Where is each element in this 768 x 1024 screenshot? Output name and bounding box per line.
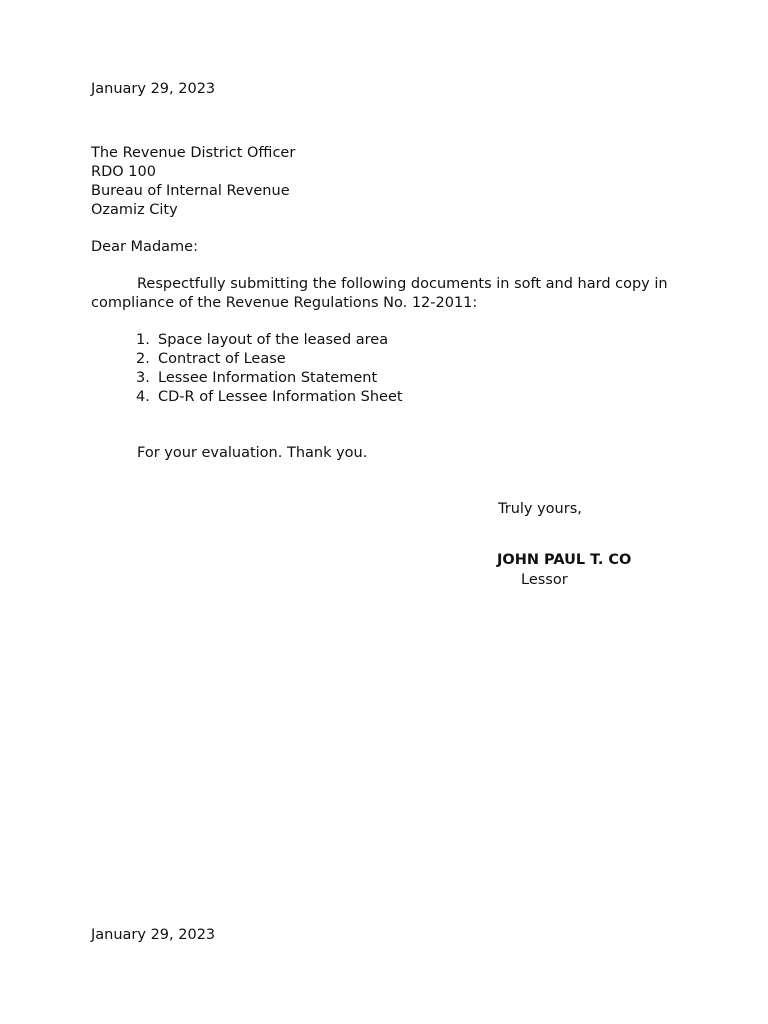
signatory-title: Lessor (521, 572, 568, 588)
recipient-line-4: Ozamiz City (91, 202, 178, 218)
recipient-line-2: RDO 100 (91, 164, 156, 180)
letter-date-bottom: January 29, 2023 (91, 927, 216, 943)
salutation: Dear Madame: (91, 239, 198, 255)
complimentary-close: Truly yours, (498, 501, 582, 517)
list-item-number: 1. (136, 332, 150, 348)
list-item-text: CD-R of Lessee Information Sheet (158, 389, 403, 405)
body-line-1: Respectfully submitting the following documents in soft and hard copy in (137, 276, 668, 292)
list-item-number: 3. (136, 370, 150, 386)
list-item-text: Lessee Information Statement (158, 370, 378, 386)
list-item-text: Space layout of the leased area (158, 332, 389, 348)
list-item-number: 2. (136, 351, 150, 367)
recipient-line-1: The Revenue District Officer (91, 145, 296, 161)
recipient-line-3: Bureau of Internal Revenue (91, 183, 290, 199)
list-item-number: 4. (136, 389, 150, 405)
list-item-text: Contract of Lease (158, 351, 286, 367)
body-line-2: compliance of the Revenue Regulations No. 12-2011: (91, 295, 478, 311)
letter-date-top: January 29, 2023 (91, 81, 216, 97)
closing-line: For your evaluation. Thank you. (137, 445, 368, 461)
signatory-name: JOHN PAUL T. CO (497, 552, 632, 568)
